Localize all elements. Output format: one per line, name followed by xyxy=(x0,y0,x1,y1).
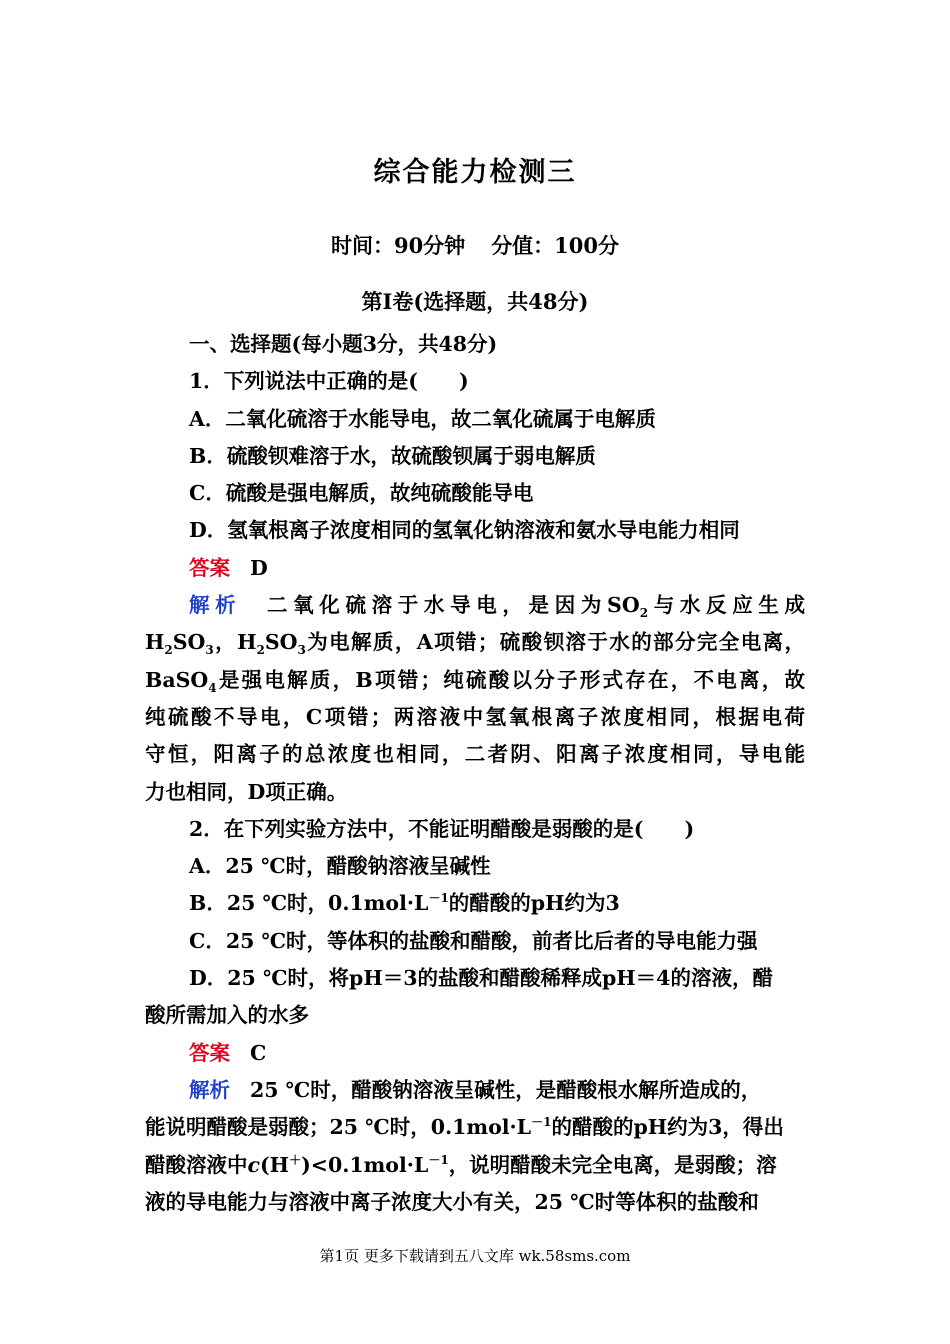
q2-option-a: A．25 ℃时，醋酸钠溶液呈碱性 xyxy=(189,854,491,879)
answer-label: 答案 xyxy=(189,1040,230,1065)
q1-stem: 1．下列说法中正确的是( ) xyxy=(189,369,469,394)
section-heading: 第Ⅰ卷(选择题，共48分) xyxy=(361,289,589,314)
q2-analysis-line: 能说明醋酸是弱酸；25 ℃时，$0.1mol\cdot L^{-1}$的醋酸的pH约为3，得出 xyxy=(145,1115,784,1140)
q2-option-d-cont: 酸所需加入的水多 xyxy=(145,1003,309,1028)
exam-score: 分值：100分 xyxy=(491,233,620,258)
page-footer: 第1页 更多下载请到五八文库 wk.58sms.com xyxy=(319,1247,631,1265)
answer-value: D xyxy=(250,555,268,580)
q1-option-a: A．二氧化硫溶于水能导电，故二氧化硫属于电解质 xyxy=(189,406,656,431)
q1-analysis-line: $H_2SO_3$，$H_2SO_3$为电解质，A项错；硫酸钡溶于水的部分完全电离， xyxy=(145,630,805,658)
q2-option-b: B．25 ℃时，$0.1mol\cdot L^{-1}$的醋酸的pH约为3 xyxy=(189,891,620,916)
q1-analysis-line: BaSO$_4$是强电解质，B项错；纯硫酸以分子形式存在，不电离，故 xyxy=(145,667,805,695)
q1-analysis-line: 解析 二氧化硫溶于水导电，是因为$SO_2$与水反应生成 xyxy=(189,593,805,621)
answer-label: 答案 xyxy=(189,555,230,580)
part-heading: 一、选择题(每小题3分，共48分) xyxy=(189,332,498,356)
q2-option-d: D．25 ℃时，将pH＝3的盐酸和醋酸稀释成pH＝4的溶液，醋 xyxy=(189,966,773,991)
q2-option-c: C．25 ℃时，等体积的盐酸和醋酸，前者比后者的导电能力强 xyxy=(189,928,758,953)
q2-analysis-line: 醋酸溶液中$c(H^+)<0.1mol\cdot L^{-1}$，说明醋酸未完全电离，是弱酸；溶 xyxy=(145,1152,777,1177)
analysis-label: 解析 xyxy=(189,1077,230,1102)
q1-analysis-line: 守恒，阳离子的总浓度也相同，二者阴、阳离子浓度相同，导电能 xyxy=(145,742,805,767)
q1-option-d: D．氢氧根离子浓度相同的氢氧化钠溶液和氨水导电能力相同 xyxy=(189,518,740,543)
exam-time: 时间：90分钟 xyxy=(330,233,466,258)
q1-analysis-line: 力也相同，D项正确。 xyxy=(145,779,348,804)
q1-option-c: C．硫酸是强电解质，故纯硫酸能导电 xyxy=(189,481,534,506)
page-title: 综合能力检测三 xyxy=(373,157,577,188)
q1-analysis-line: 纯硫酸不导电，C项错；两溶液中氢氧根离子浓度相同，根据电荷 xyxy=(145,704,805,729)
q2-answer xyxy=(145,1035,805,1072)
exam-meta xyxy=(0,230,950,260)
q2-analysis-line: 液的导电能力与溶液中离子浓度大小有关，25 ℃时等体积的盐酸和 xyxy=(145,1189,759,1214)
q1-answer xyxy=(145,550,805,587)
answer-value: C xyxy=(250,1040,267,1065)
analysis-label: 解析 xyxy=(189,593,242,618)
q1-option-b: B．硫酸钡难溶于水，故硫酸钡属于弱电解质 xyxy=(189,443,596,468)
q2-analysis-line: 解析 25 ℃时，醋酸钠溶液呈碱性，是醋酸根水解所造成的， xyxy=(189,1077,762,1102)
q2-stem: 2．在下列实验方法中，不能证明醋酸是弱酸的是( ) xyxy=(189,816,695,841)
document-body xyxy=(145,326,805,1221)
